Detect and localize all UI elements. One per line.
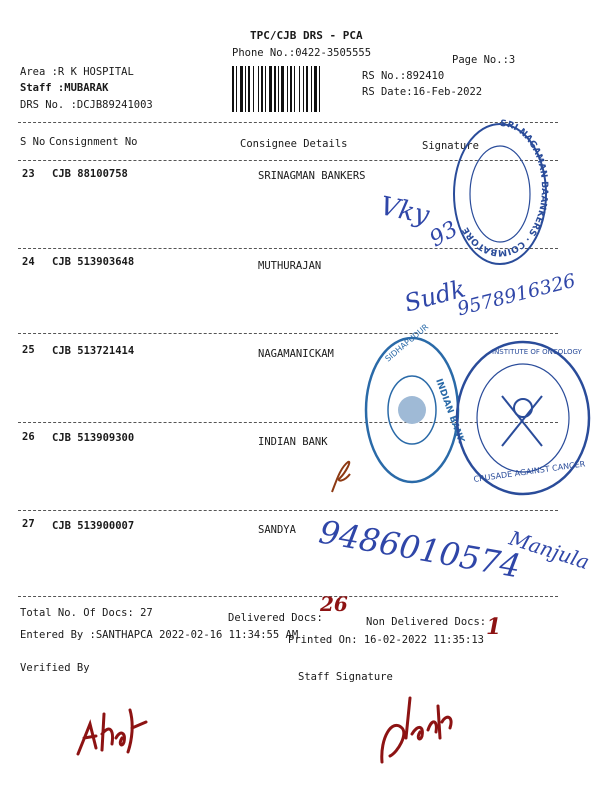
divider xyxy=(18,510,558,511)
col-sno: S No xyxy=(20,136,46,148)
bankers-stamp xyxy=(450,118,550,270)
drs-number: DRS No. :DCJB89241003 xyxy=(20,99,153,111)
divider xyxy=(18,333,558,334)
col-consignee: Consignee Details xyxy=(240,138,348,150)
rs-number: RS No.:892410 xyxy=(362,70,445,82)
document-title: TPC/CJB DRS - PCA xyxy=(250,29,363,42)
non-delivered-docs: Non Delivered Docs: xyxy=(366,616,487,628)
non-delivered-count: 1 xyxy=(486,614,502,640)
staff-signature xyxy=(372,678,458,768)
col-consignment: Consignment No xyxy=(49,136,138,148)
col-signature: Signature xyxy=(422,140,479,152)
staff-label: Staff :MUBARAK xyxy=(20,82,109,94)
page-number: Page No.:3 xyxy=(452,54,516,66)
row-consignment: CJB 513900007 xyxy=(52,520,135,532)
cancer-institute-stamp-top: INSTITUTE OF ONCOLOGY xyxy=(492,348,582,356)
staff-signature-label: Staff Signature xyxy=(298,671,393,683)
entered-by: Entered By :SANTHAPCA 2022-02-16 11:34:55 AM xyxy=(20,629,299,641)
row-sno: 24 xyxy=(22,256,35,268)
row23-note: 93 xyxy=(425,216,463,253)
row-consignee: SRINAGMAN BANKERS xyxy=(258,170,366,182)
row26-signature-mark xyxy=(326,452,356,500)
phone-number: Phone No.:0422-3505555 xyxy=(232,47,372,59)
row-consignment: CJB 513721414 xyxy=(52,345,135,357)
barcode xyxy=(232,66,336,112)
delivered-count: 26 xyxy=(320,592,348,616)
indian-bank-stamp-top: SIDHAPUDUR xyxy=(383,322,431,364)
area-label: Area :R K HOSPITAL xyxy=(20,66,134,78)
row27-phone: 9486010574 xyxy=(316,512,524,586)
row-consignment: CJB 513903648 xyxy=(52,256,135,268)
row24-signature: Sudk xyxy=(401,274,469,318)
row24-phone: 9578916326 xyxy=(455,269,578,321)
verifier-signature xyxy=(72,694,152,760)
row-consignment: CJB 88100758 xyxy=(52,168,128,180)
row-sno: 23 xyxy=(22,168,35,180)
row-sno: 25 xyxy=(22,344,35,356)
divider xyxy=(18,596,558,597)
row-consignee: NAGAMANICKAM xyxy=(258,348,334,360)
row-sno: 27 xyxy=(22,518,35,530)
indian-bank-stamp xyxy=(362,322,466,488)
verified-by: Verified By xyxy=(20,662,90,674)
printed-on: Printed On: 16-02-2022 11:35:13 xyxy=(288,634,484,646)
row-sno: 26 xyxy=(22,431,35,443)
cancer-institute-stamp-bottom: CRUSADE AGAINST CANCER xyxy=(473,459,586,484)
row-consignee: INDIAN BANK xyxy=(258,436,328,448)
bankers-stamp-text: SRI NAGAMAN BAANKERS · COIMBATORE xyxy=(461,118,550,258)
row27-signature: Manjula xyxy=(506,525,593,575)
row-consignee: MUTHURAJAN xyxy=(258,260,322,272)
rs-date: RS Date:16-Feb-2022 xyxy=(362,86,483,98)
cancer-institute-stamp xyxy=(452,336,594,500)
row-consignment: CJB 513909300 xyxy=(52,432,135,444)
row23-signature: Vky xyxy=(377,191,432,231)
total-docs: Total No. Of Docs: 27 xyxy=(20,607,153,619)
indian-bank-stamp-side: INDIAN BANK xyxy=(433,377,466,445)
delivered-docs: Delivered Docs: xyxy=(228,612,323,624)
row-consignee: SANDYA xyxy=(258,524,296,536)
